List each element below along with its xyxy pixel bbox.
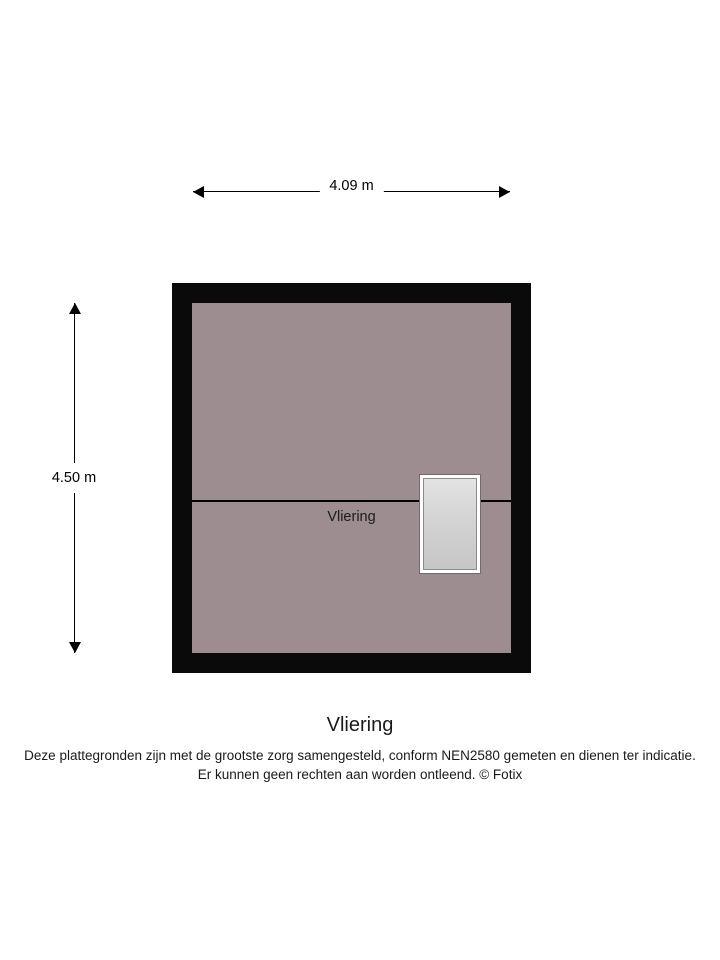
stair-opening	[419, 474, 481, 574]
plan-title: Vliering	[326, 714, 394, 736]
room-label: Vliering	[327, 509, 376, 525]
width-dimension	[193, 180, 510, 204]
disclaimer-line-1: Deze plattegronden zijn met de grootste zorg samengesteld, conform NEN2580 gemeten en dienen ter indicatie.	[24, 748, 696, 763]
floorplan-walls	[172, 283, 531, 673]
arrow-left-icon	[193, 186, 204, 198]
arrow-up-icon	[69, 303, 81, 314]
floorplan-room-area	[192, 303, 511, 653]
arrow-down-icon	[69, 642, 81, 653]
width-dimension-label: 4.09 m	[319, 177, 383, 195]
disclaimer-line-2: Er kunnen geen rechten aan worden ontleend. © Fotix	[197, 767, 523, 782]
arrow-right-icon	[499, 186, 510, 198]
stair-opening-fill	[423, 478, 477, 570]
height-dimension-label: 4.50 m	[50, 463, 98, 493]
caption-block	[0, 712, 720, 784]
height-dimension	[51, 303, 97, 653]
